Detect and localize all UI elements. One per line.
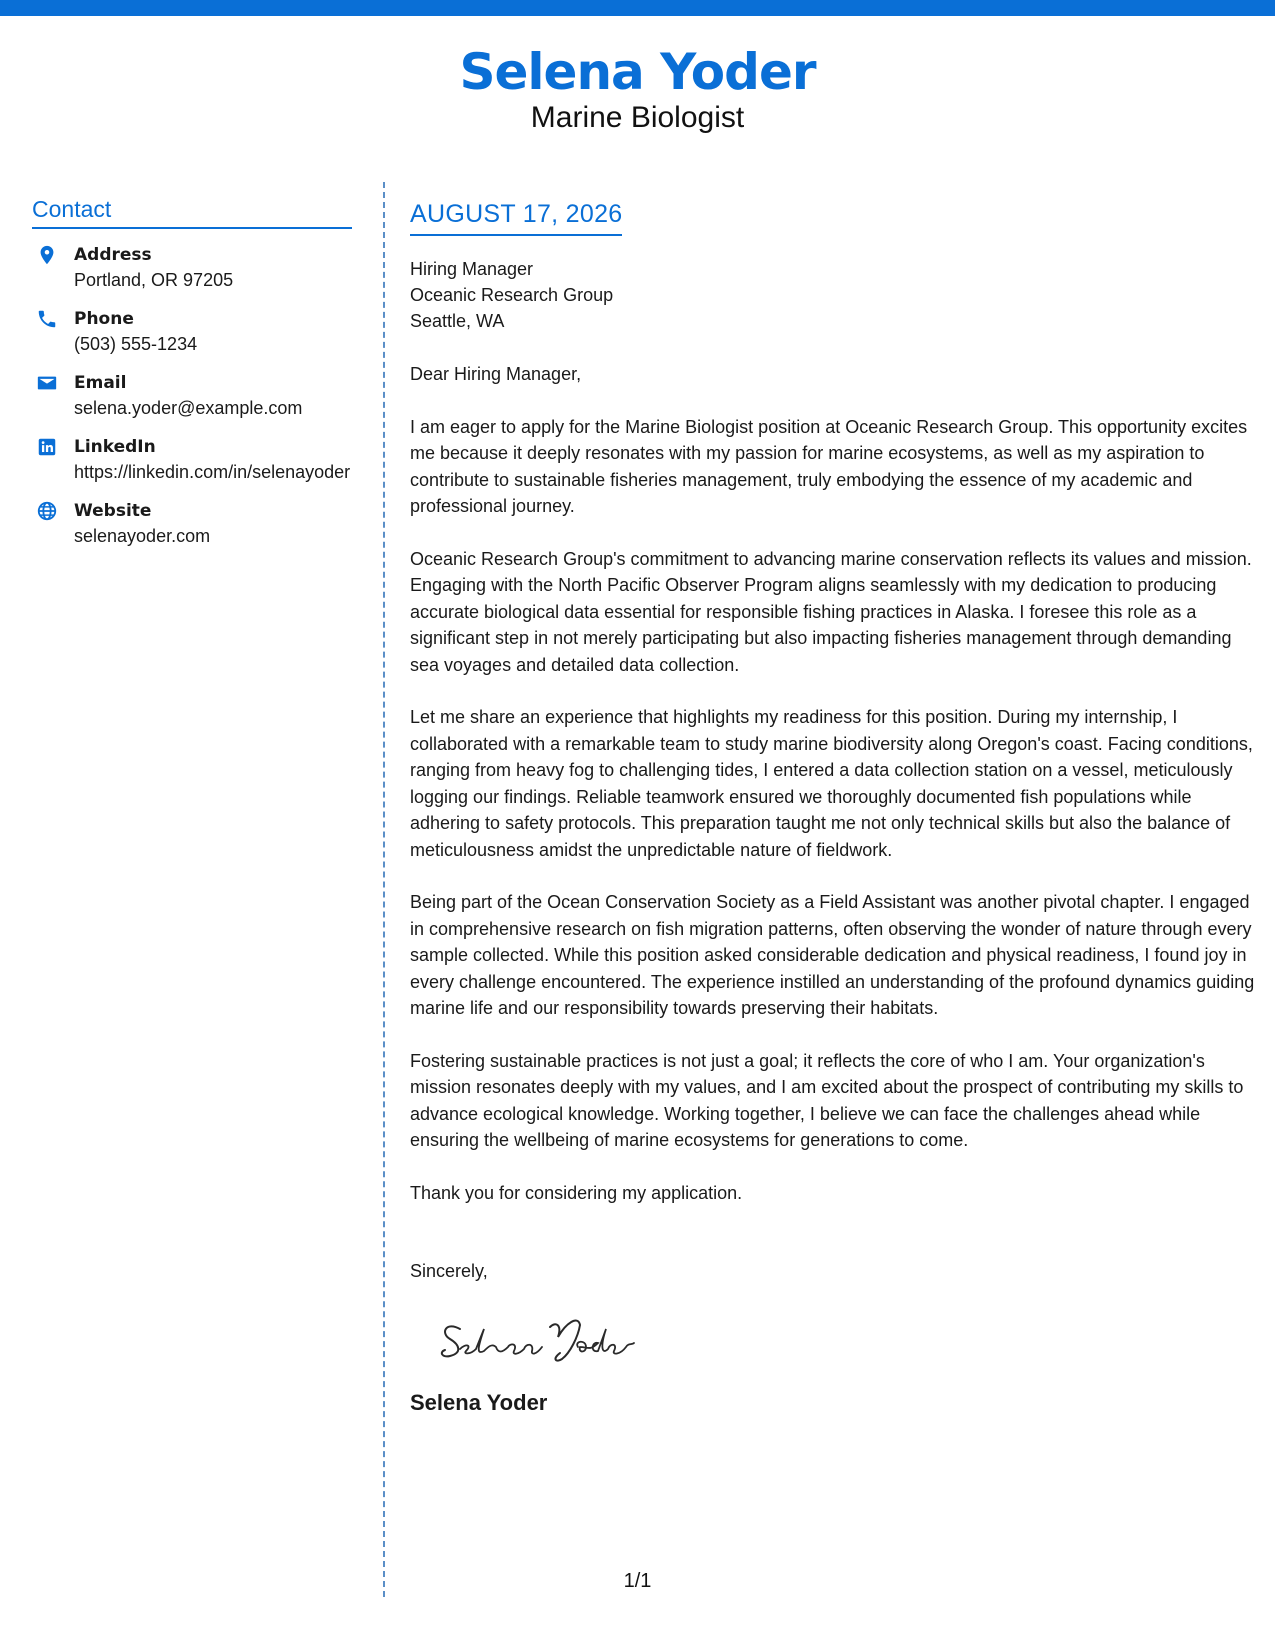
contact-label-phone: Phone: [74, 309, 134, 329]
contact-value-phone: (503) 555-1234: [74, 334, 198, 354]
paragraph-1: I am eager to apply for the Marine Biologist position at Oceanic Research Group. This opportunity excites me because it deeply resonates with my passion for marine ecosystems, as well as my aspiration to contribute to sustainable fisheries management, truly embodying the essence of my academic and professional journey.: [410, 416, 1248, 516]
recipient-line-2: Oceanic Research Group: [410, 285, 614, 305]
paragraph-4: Being part of the Ocean Conservation Society as a Field Assistant was another pivotal chapter. I engaged in comprehensive research on fish migration patterns, often observing the wonder of nature through every sample collected. While this position asked considerable dedication and physical readiness, I found joy in every challenge encountered. The experience instilled an understanding of the profound dynamics guiding marine life and our responsibility towards preserving their habitats.: [410, 892, 1255, 1018]
signed-name: Selena Yoder: [410, 1389, 548, 1415]
recipient-line-1: Hiring Manager: [410, 259, 534, 279]
contact-sidebar: [32, 195, 352, 563]
letter-header: [0, 42, 1275, 136]
applicant-name: Selena Yoder: [459, 43, 816, 101]
email-icon: [36, 372, 58, 394]
contact-list: [32, 243, 352, 549]
closing: Sincerely,: [410, 1261, 488, 1281]
date-block: [410, 198, 622, 236]
globe-icon: [36, 500, 58, 522]
contact-value-email[interactable]: selena.yoder@example.com: [74, 398, 303, 418]
contact-value-website[interactable]: selenayoder.com: [74, 526, 211, 546]
contact-item-website: [32, 499, 352, 549]
contact-label-linkedin: LinkedIn: [74, 437, 156, 457]
contact-item-linkedin: [32, 435, 352, 485]
contact-item-phone: [32, 307, 352, 357]
contact-label-email: Email: [74, 373, 127, 393]
recipient-block: [410, 256, 1258, 334]
page-number: 1/1: [623, 1570, 652, 1592]
contact-value-address: Portland, OR 97205: [74, 270, 234, 290]
applicant-title: Marine Biologist: [530, 101, 745, 134]
top-accent-bar: [0, 0, 1275, 16]
contact-label-address: Address: [74, 245, 152, 265]
contact-heading: Contact: [32, 195, 352, 229]
paragraph-5: Fostering sustainable practices is not just a goal; it reflects the core of who I am. Your organization's mission resonates deeply with my values, and I am excited about the prospect of contributing my skills to advance ecological knowledge. Working together, I believe we can face the challenges ahead while ensuring the wellbeing of marine ecosystems for generations to come.: [410, 1050, 1244, 1150]
phone-icon: [36, 308, 58, 330]
contact-label-website: Website: [74, 501, 152, 521]
contact-item-email: [32, 371, 352, 421]
column-divider: [383, 182, 385, 1597]
paragraph-6: Thank you for considering my application.: [410, 1182, 743, 1203]
paragraph-2: Oceanic Research Group's commitment to advancing marine conservation reflects its values and mission. Engaging with the North Pacific Observer Program aligns seamlessly with my dedication to producing accurate biological data essential for responsible fishing practices in Alaska. I foresee this role as a significant step in not merely participating but also impacting fisheries management through demanding sea voyages and detailed data collection.: [410, 548, 1252, 675]
contact-value-linkedin[interactable]: https://linkedin.com/in/selenayoder: [74, 462, 351, 482]
linkedin-icon: [36, 436, 58, 458]
letter-body: [410, 198, 1258, 1417]
contact-item-address: [32, 243, 352, 293]
salutation: Dear Hiring Manager,: [410, 364, 582, 384]
letter-date: AUGUST 17, 2026: [410, 200, 623, 228]
paragraph-3: Let me share an experience that highlights my readiness for this position. During my internship, I collaborated with a remarkable team to study marine biodiversity along Oregon's coast. Facing conditions, ranging from heavy fog to challenging tides, I entered a data collection station on a vessel, meticulously logging our findings. Reliable teamwork ensured we thoroughly documented fish populations while adhering to safety protocols. This preparation taught me not only technical skills but also the balance of meticulousness amidst the unpredictable nature of fieldwork.: [410, 707, 1253, 860]
location-pin-icon: [36, 244, 58, 266]
recipient-line-3: Seattle, WA: [410, 311, 505, 331]
handwritten-signature: [438, 1307, 1258, 1367]
